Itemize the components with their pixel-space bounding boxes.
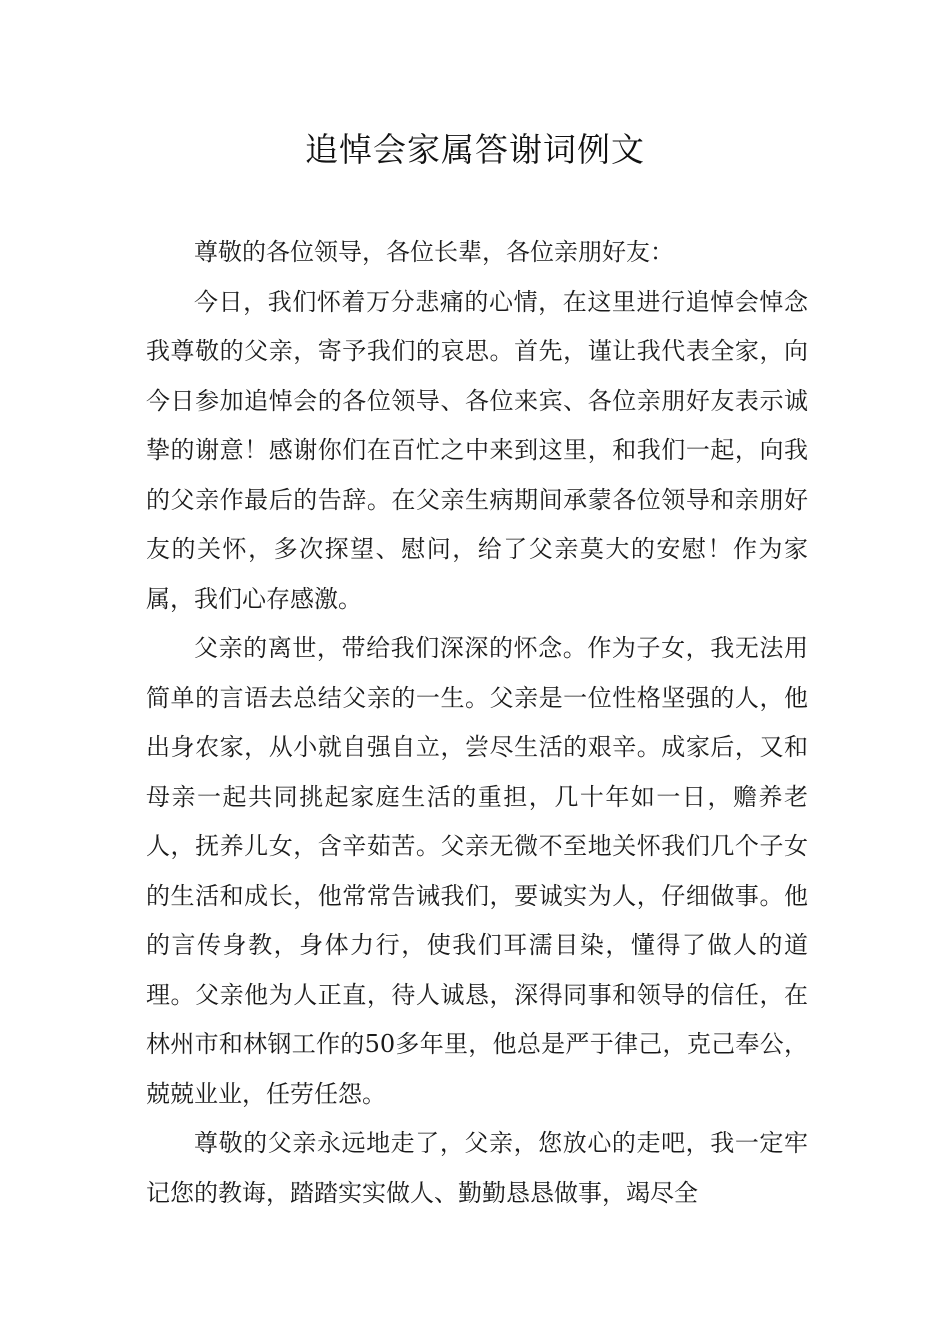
document-body [146,228,808,1218]
body-paragraph: 父亲的离世，带给我们深深的怀念。作为子女，我无法用简单的言语去总结父亲的一生。父亲是一位性格坚强的人，他出身农家，从小就自强自立，尝尽生活的艰辛。成家后，又和母亲一起共同挑起家庭生活的重担，几十年如一日，赡养老人，抚养儿女，含辛茹苦。父亲无微不至地关怀我们几个子女的生活和成长，他常常告诫我们，要诚实为人，仔细做事。他的言传身教，身体力行，使我们耳濡目染，懂得了做人的道理。父亲他为人正直，待人诚恳，深得同事和领导的信任，在林州市和林钢工作的50多年里，他总是严于律己，克己奉公，兢兢业业，任劳任怨。 [146,634,808,1108]
body-paragraph: 尊敬的父亲永远地走了，父亲，您放心的走吧，我一定牢记您的教诲，踏踏实实做人、勤勤恳恳做事，竭尽全 [146,1129,808,1207]
body-paragraph: 今日，我们怀着万分悲痛的心情，在这里进行追悼会悼念我尊敬的父亲，寄予我们的哀思。首先，谨让我代表全家，向今日参加追悼会的各位领导、各位来宾、各位亲朋好友表示诚挚的谢意！感谢你们在百忙之中来到这里，和我们一起，向我的父亲作最后的告辞。在父亲生病期间承蒙各位领导和亲朋好友的关怀，多次探望、慰问，给了父亲莫大的安慰！作为家属，我们心存感激。 [146,287,808,613]
salutation-paragraph: 尊敬的各位领导，各位长辈，各位亲朋好友： [194,238,674,266]
document-title: 追悼会家属答谢词例文 [305,130,645,169]
